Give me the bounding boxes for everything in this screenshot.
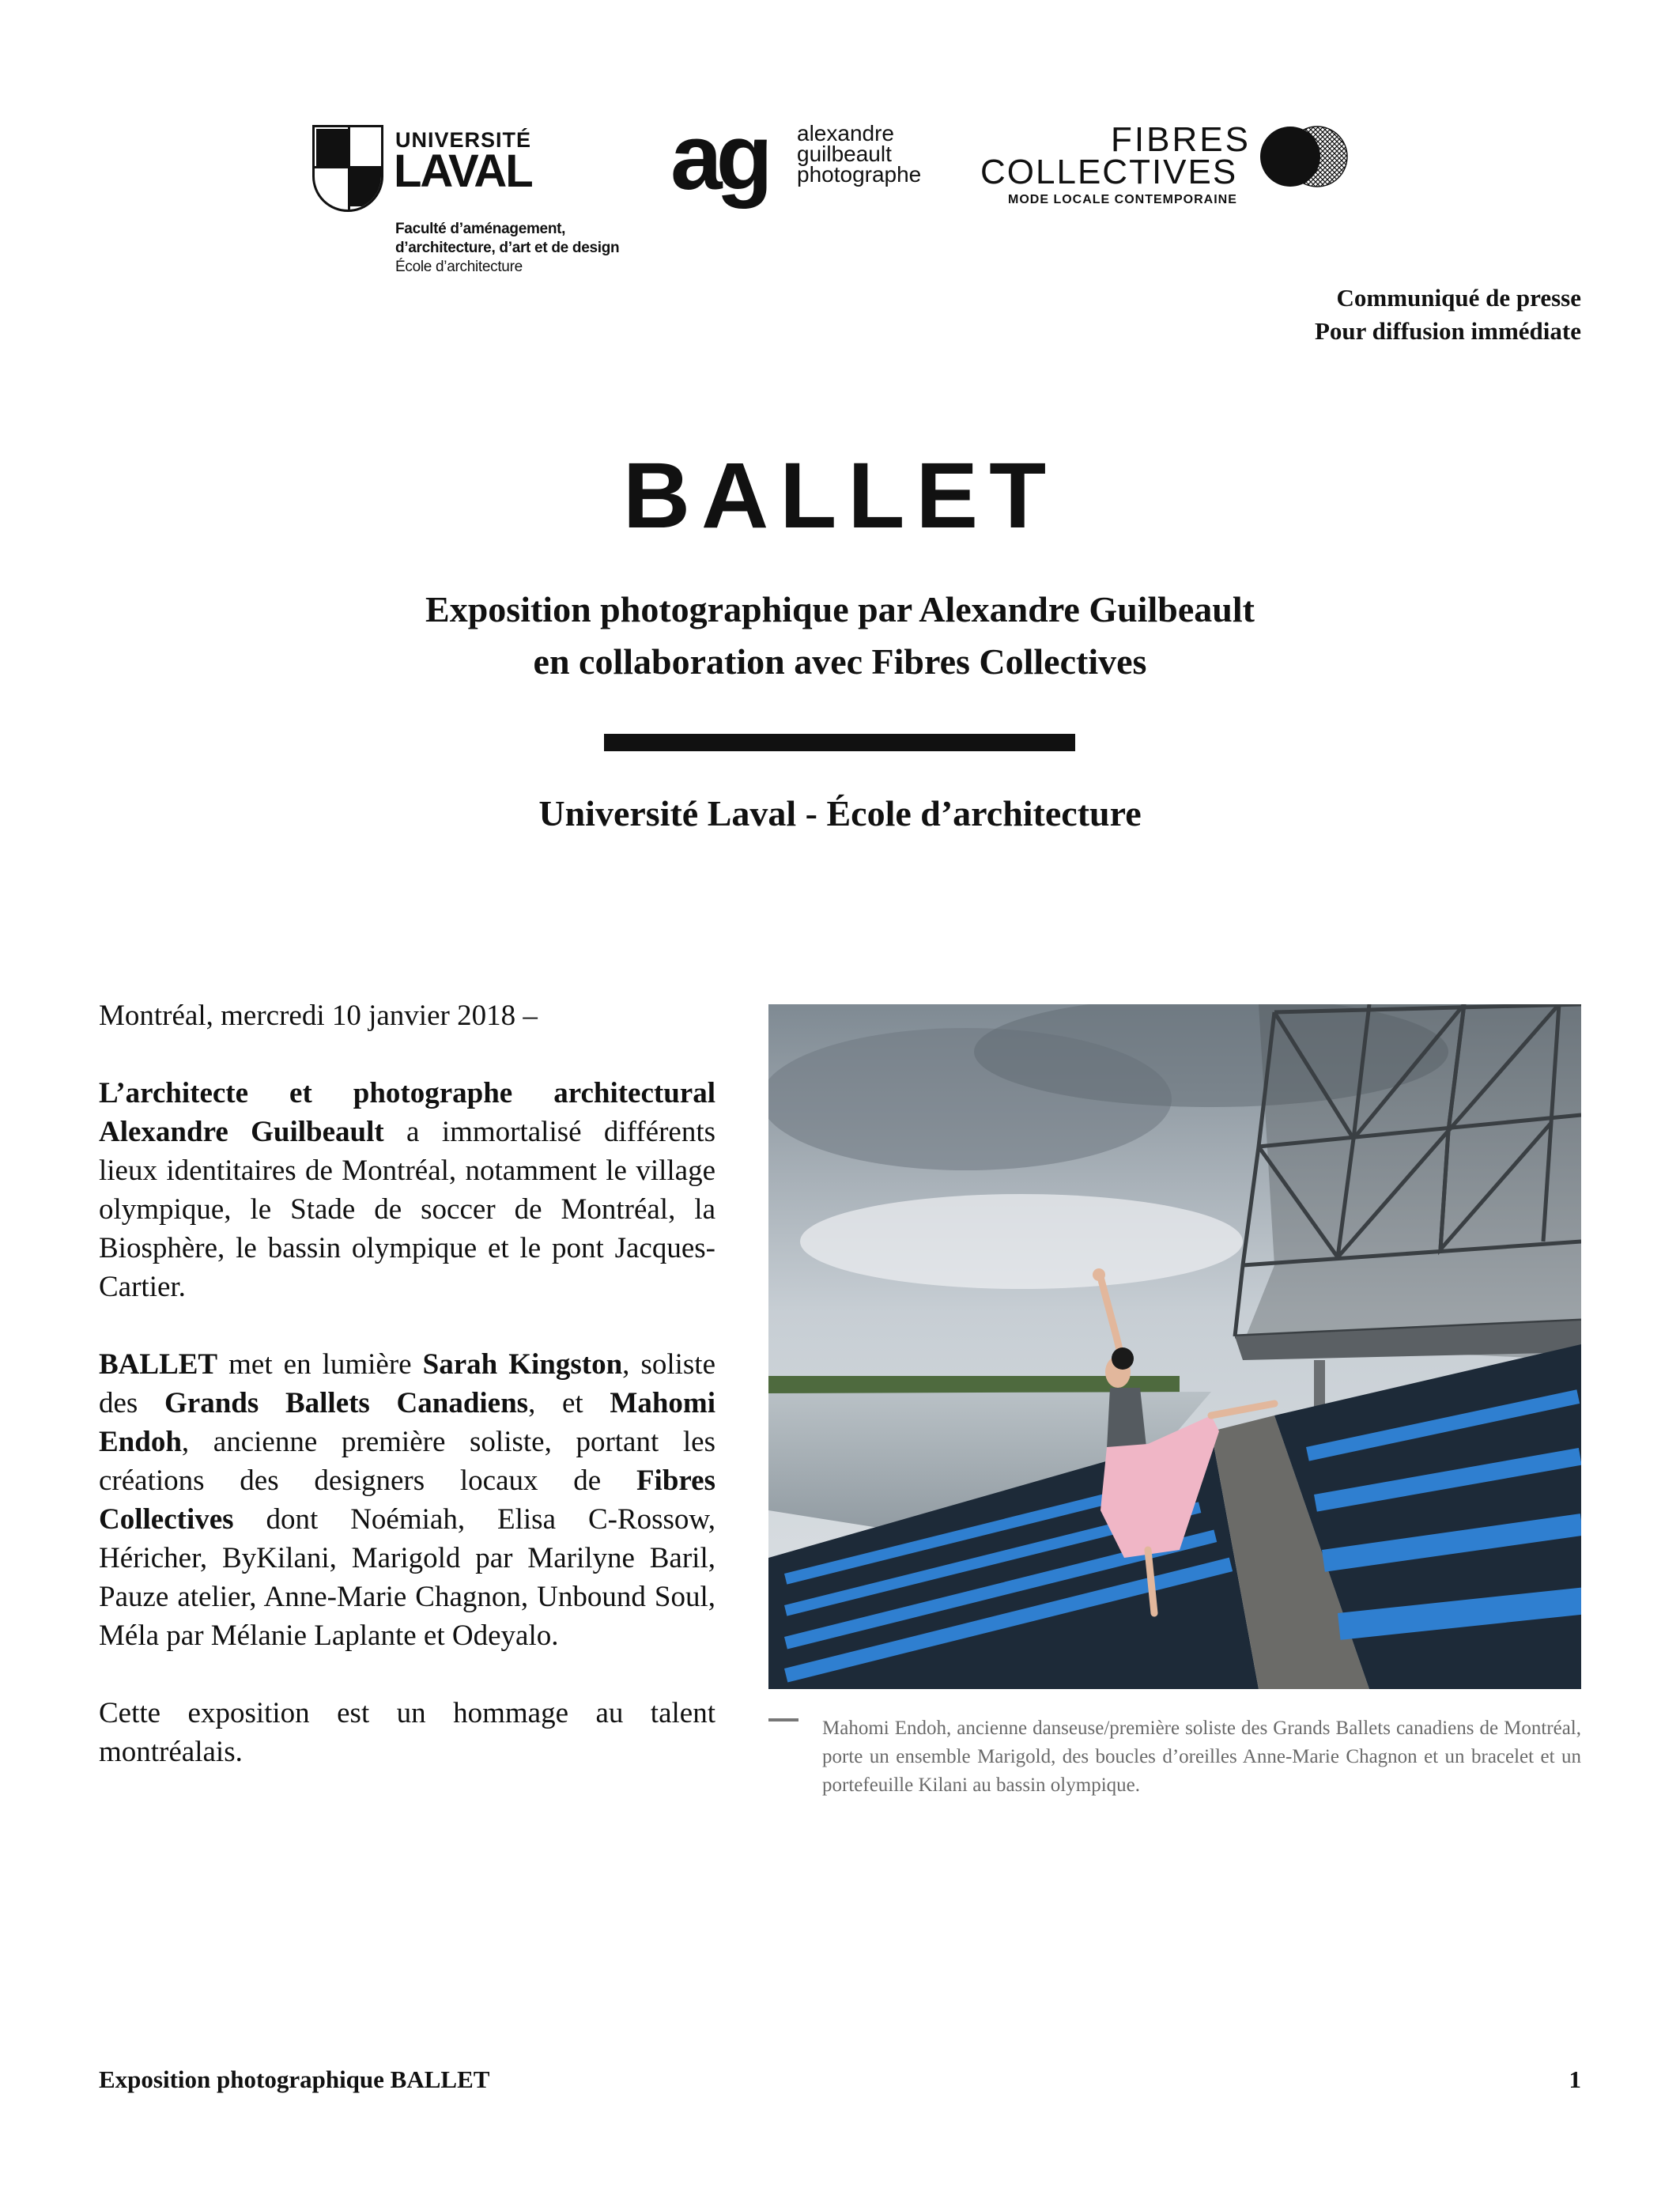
guilbeault-logo-line: guilbeault <box>797 142 892 166</box>
text: a immortalisé différents lieux identitaires de Montréal, notamment le village olympique, le Stade de soccer de Montréal, la Biosphère, le bassin olympique et le pont Jacques-Cartier. <box>99 1116 715 1303</box>
fibres-logo-word2: COLLECTIVES <box>980 153 1238 191</box>
divider-rule <box>604 734 1075 751</box>
article-body <box>99 996 715 1810</box>
caption-dash <box>768 1718 798 1721</box>
paragraph-2 <box>99 1345 715 1655</box>
paragraph-1 <box>99 1074 715 1306</box>
guilbeault-logo-line: photographe <box>797 162 922 187</box>
laval-logo-word1: UNIVERSITÉ <box>395 128 532 152</box>
press-line: Pour diffusion immédiate <box>1315 317 1581 345</box>
text: , soliste des <box>99 1348 716 1419</box>
bold-text: Sarah Kingston <box>422 1348 623 1381</box>
stadium-photo <box>768 1004 1581 1689</box>
footer-title: Exposition photographique BALLET <box>99 2065 490 2093</box>
bold-text: Grands Ballets Canadiens <box>164 1387 529 1419</box>
bold-text: BALLET <box>99 1348 218 1381</box>
faculty-line: École d’architecture <box>395 259 523 275</box>
fibres-logo-tagline: MODE LOCALE CONTEMPORAINE <box>1008 193 1237 206</box>
laval-logo-word2: LAVAL <box>394 146 532 197</box>
press-line: Communiqué de presse <box>1336 284 1581 312</box>
fibres-logo-icon <box>1259 125 1352 188</box>
shield-quarter <box>316 129 348 167</box>
press-release-label <box>1315 282 1581 348</box>
laval-shield-logo <box>312 125 383 212</box>
faculty-line: d’architecture, d’art et de design <box>395 240 620 256</box>
paragraph-3: Cette exposition est un hommage au talent montréalais. <box>99 1697 715 1768</box>
text: dont Noémiah, Elisa C-Rossow, Héricher, ByKilani, Marigold par Marilyne Baril, Pauze atelier, Anne-Marie Chagnon, Unbound Soul, Méla par Mélanie Laplante et Odeyalo. <box>99 1503 715 1652</box>
fibres-logo-word1: FIBRES <box>1111 120 1251 159</box>
subtitle-line: Exposition photographique par Alexandre Guilbeault <box>425 589 1255 629</box>
bold-text: Mahomi Endoh <box>99 1387 716 1458</box>
subtitle-line: en collaboration avec Fibres Collectives <box>533 641 1147 682</box>
text: , ancienne première soliste, portant les créations des designers locaux de <box>99 1426 715 1497</box>
guilbeault-logo-line: alexandre <box>797 121 894 146</box>
bold-text: L’architecte et photographe architectural Alexandre Guilbeault <box>99 1077 715 1148</box>
guilbeault-logo-text <box>797 123 921 185</box>
photo-caption: Mahomi Endoh, ancienne danseuse/première soliste des Grands Ballets canadiens de Montréal, porte un ensemble Marigold, des boucles d’oreilles Anne-Marie Chagnon et un bracelet et un portefeuille Kilani au bassin olympique. <box>822 1718 1581 1796</box>
dateline: Montréal, mercredi 10 janvier 2018 – <box>99 1000 538 1032</box>
bold-text: Fibres Collectives <box>99 1464 715 1536</box>
text: , et <box>528 1387 610 1419</box>
page-title: BALLET <box>622 444 1058 548</box>
text: met en lumière <box>217 1348 423 1381</box>
subtitle <box>0 584 1680 688</box>
shield-quarter <box>349 168 381 206</box>
page-number: 1 <box>1569 2065 1581 2093</box>
guilbeault-logo-mark: ag <box>670 105 767 210</box>
shield-divider <box>348 127 350 212</box>
venue-heading: Université Laval - École d’architecture <box>538 793 1142 833</box>
laval-faculty-text <box>395 220 619 277</box>
faculty-line: Faculté d’aménagement, <box>395 221 566 237</box>
